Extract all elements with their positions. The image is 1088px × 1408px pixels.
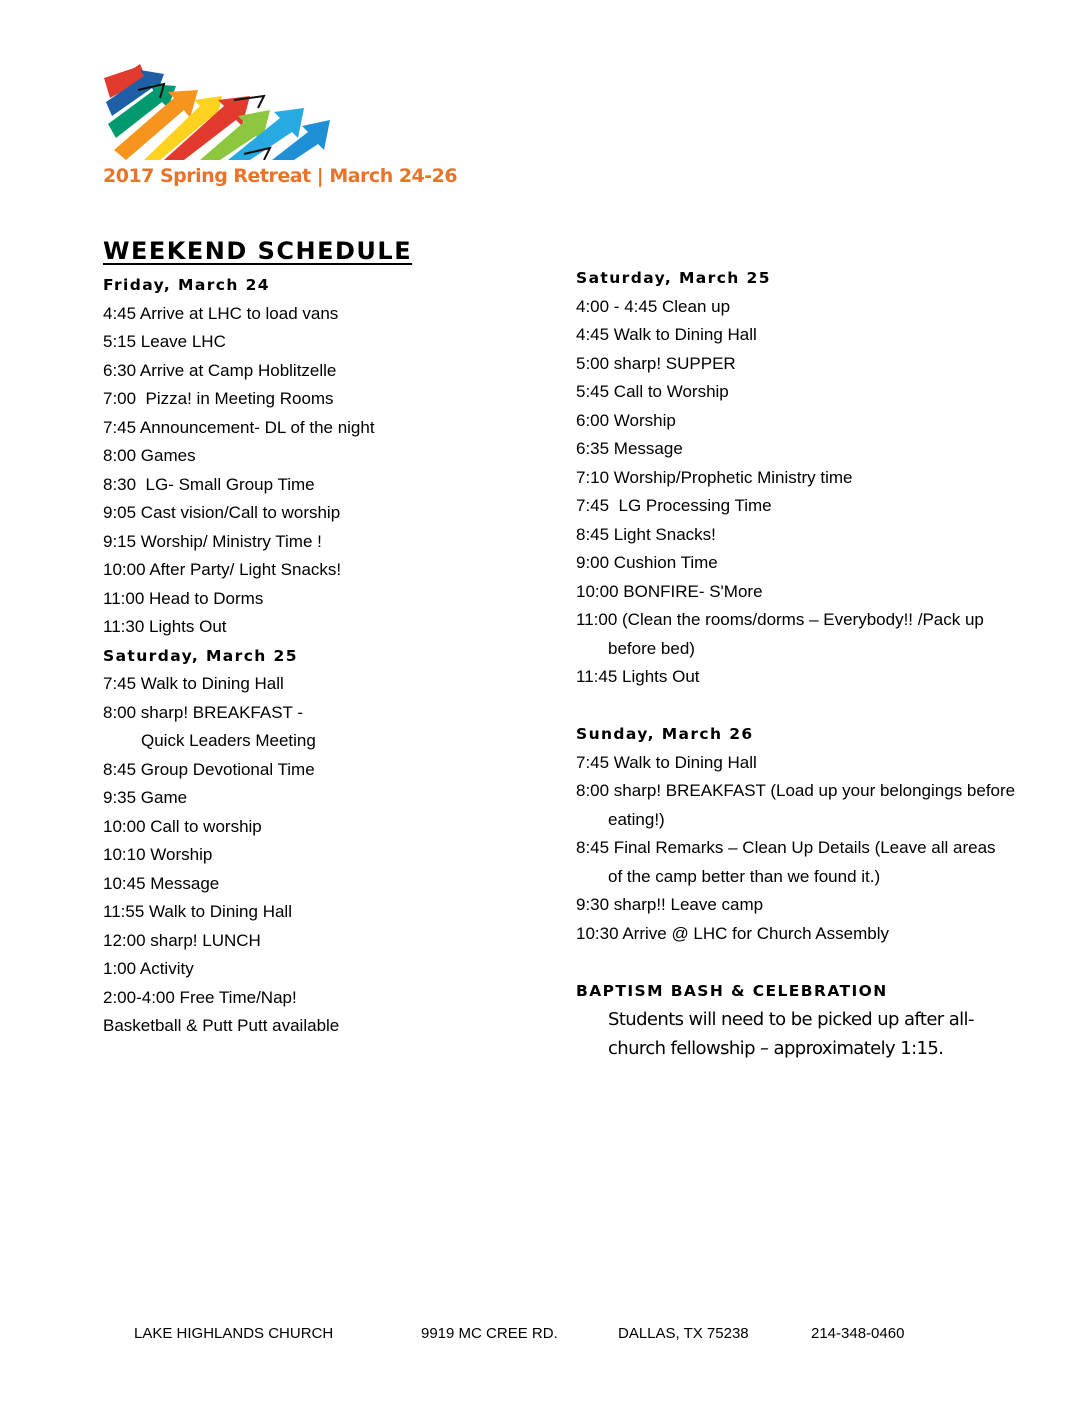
schedule-item: 11:55 Walk to Dining Hall — [103, 902, 292, 921]
baptism-bash-heading: BAPTISM BASH & CELEBRATION — [576, 981, 888, 1000]
schedule-item: 9:15 Worship/ Ministry Time ! — [103, 531, 322, 551]
day-heading-sunday: Sunday, March 26 — [576, 725, 754, 743]
schedule-item: 10:45 Message — [103, 873, 220, 893]
schedule-item: 4:45 Arrive at LHC to load vans — [103, 303, 339, 323]
schedule-item: 9:05 Cast vision/Call to worship — [103, 503, 341, 522]
schedule-item: 9:00 Cushion Time — [576, 553, 718, 572]
schedule-item: 7:45 Announcement- DL of the night — [103, 417, 375, 437]
schedule-item: 10:00 Call to worship — [103, 816, 262, 836]
schedule-item: 7:45 Walk to Dining Hall — [576, 752, 757, 772]
schedule-item: 7:10 Worship/Prophetic Ministry time — [576, 467, 853, 487]
footer-church-name: LAKE HIGHLANDS CHURCH — [134, 1325, 334, 1342]
schedule-item: 12:00 sharp! LUNCH — [103, 930, 261, 950]
schedule-item: 8:00 Games — [103, 446, 196, 465]
retreat-subtitle: 2017 Spring Retreat | March 24-26 — [103, 165, 458, 187]
schedule-item: 8:45 Group Devotional Time — [103, 759, 315, 779]
footer-city: DALLAS, TX 75238 — [618, 1325, 749, 1342]
schedule-item: 5:00 sharp! SUPPER — [576, 353, 736, 373]
schedule-item: 7:00 Pizza! in Meeting Rooms — [103, 389, 334, 408]
schedule-left-column — [103, 271, 543, 1041]
schedule-item: Quick Leaders Meeting — [141, 731, 316, 750]
schedule-item: 4:45 Walk to Dining Hall — [576, 325, 757, 344]
day-heading-saturday: Saturday, March 25 — [103, 646, 298, 665]
footer-phone: 214-348-0460 — [811, 1325, 905, 1342]
schedule-item: 5:45 Call to Worship — [576, 382, 729, 401]
schedule-item: 9:35 Game — [103, 788, 188, 807]
schedule-item: 10:00 BONFIRE- S'More — [576, 581, 763, 601]
schedule-item: 1:00 Activity — [103, 959, 194, 978]
footer-street-address: 9919 MC CREE RD. — [421, 1325, 558, 1342]
schedule-right-column — [576, 264, 1016, 1063]
schedule-item: 6:00 Worship — [576, 410, 676, 430]
schedule-item: 11:00 Head to Dorms — [103, 588, 264, 608]
schedule-item: 8:45 Final Remarks – Clean Up Details (Leave all areas of the camp better than we found it.) — [576, 838, 996, 886]
schedule-item: 5:15 Leave LHC — [103, 332, 226, 351]
schedule-item: 9:30 sharp!! Leave camp — [576, 895, 764, 914]
schedule-item: 8:45 Light Snacks! — [576, 524, 716, 544]
schedule-item: 6:35 Message — [576, 439, 683, 458]
schedule-item: 8:00 sharp! BREAKFAST - — [103, 702, 303, 722]
schedule-item: 7:45 Walk to Dining Hall — [103, 674, 284, 693]
schedule-item: 11:30 Lights Out — [103, 617, 227, 636]
schedule-item: 10:00 After Party/ Light Snacks! — [103, 560, 342, 579]
schedule-item: 7:45 LG Processing Time — [576, 496, 772, 515]
schedule-item: 10:30 Arrive @ LHC for Church Assembly — [576, 923, 889, 943]
schedule-item: Basketball & Putt Putt available — [103, 1016, 340, 1035]
day-heading-saturday-evening: Saturday, March 25 — [576, 269, 771, 287]
schedule-item: 4:00 - 4:45 Clean up — [576, 296, 731, 316]
schedule-item: 11:00 (Clean the rooms/dorms – Everybody!! /Pack up before bed) — [576, 610, 984, 658]
schedule-item: 8:30 LG- Small Group Time — [103, 474, 315, 494]
schedule-item: 11:45 Lights Out — [576, 667, 700, 686]
schedule-item: 8:00 sharp! BREAKFAST (Load up your belongings before eating!) — [576, 781, 1016, 829]
page-title: WEEKEND SCHEDULE — [103, 237, 413, 265]
retreat-logo-arrows — [104, 64, 332, 160]
schedule-item: 10:10 Worship — [103, 845, 213, 864]
baptism-bash-note: Students will need to be picked up after all-church fellowship – approximately 1:15. — [608, 1009, 974, 1059]
schedule-item: 6:30 Arrive at Camp Hoblitzelle — [103, 360, 337, 380]
schedule-item: 2:00-4:00 Free Time/Nap! — [103, 987, 297, 1007]
day-heading-friday: Friday, March 24 — [103, 276, 270, 294]
